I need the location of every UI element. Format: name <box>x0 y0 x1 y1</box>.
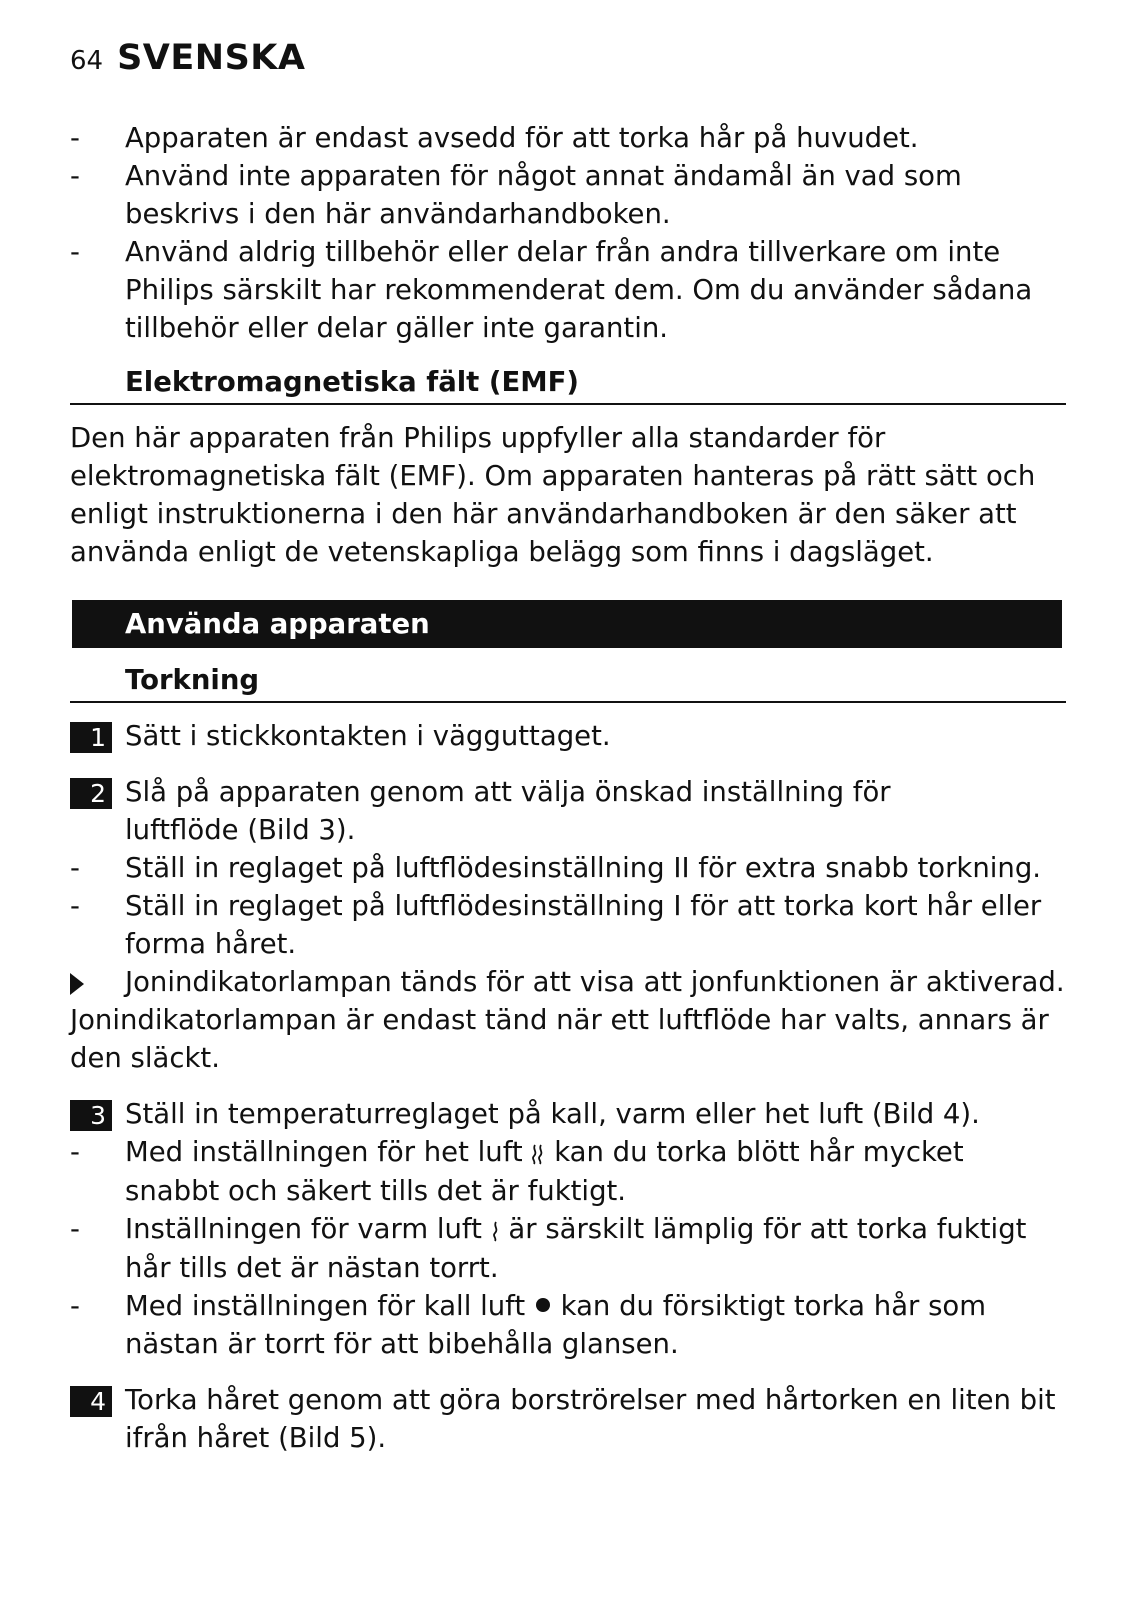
list-item: - Inställningen för varm luft är särskilt lämplig för att torka fuktigt hår tills det är nästan torrt. <box>70 1210 1066 1287</box>
intro-list <box>70 119 1066 347</box>
drying-heading: Torkning <box>70 661 1066 703</box>
list-item: - Använd inte apparaten för något annat ändamål än vad som beskrivs i den här användarhandboken. <box>70 157 1066 233</box>
step-text: Ställ in temperaturreglaget på kall, varm eller het luft (Bild 4). <box>125 1098 980 1130</box>
section-title: Använda apparaten <box>72 600 1062 648</box>
list-item: - Med inställningen för het luft kan du torka blött hår mycket snabbt och säkert tills det är fuktigt. <box>70 1133 1066 1210</box>
step-number-badge: 3 <box>70 1100 112 1131</box>
step-1 <box>70 717 1066 755</box>
result-arrow-icon <box>70 973 84 995</box>
page-header <box>70 38 306 88</box>
list-item: - Apparaten är endast avsedd för att torka hår på huvudet. <box>70 119 1066 157</box>
cool-air-icon <box>536 1298 550 1312</box>
emf-heading: Elektromagnetiska fält (EMF) <box>70 363 1066 405</box>
note-text: Jonindikatorlampan är endast tänd när ett luftflöde har valts, annars är den släckt. <box>70 1004 1049 1074</box>
step-text: Torka håret genom att göra borströrelser med hårtorken en liten bit ifrån håret (Bild 5). <box>125 1384 1056 1454</box>
result-item: Jonindikatorlampan tänds för att visa att jonfunktionen är aktiverad. <box>70 963 1066 1001</box>
dash-bullet: - <box>70 1136 80 1168</box>
drying-section <box>70 661 1066 1457</box>
section-bar <box>70 600 1066 648</box>
step-number-badge: 4 <box>70 1386 112 1417</box>
dash-bullet: - <box>70 1290 80 1322</box>
step-4 <box>70 1381 1066 1457</box>
step-number-badge: 2 <box>70 778 112 809</box>
dash-bullet: - <box>70 236 80 268</box>
list-item: - Ställ in reglaget på luftflödesinställning I för att torka kort hår eller forma håret. <box>70 887 1066 963</box>
emf-body: Den här apparaten från Philips uppfyller alla standarder för elektromagnetiska fält (EMF). Om apparaten hanteras på rätt sätt och enligt instruktionerna i den här användarhandboken är den säker att använda enligt de vetenskapliga belägg som finns i dagsläget. <box>70 422 1036 568</box>
hot-air-icon <box>531 1134 545 1172</box>
list-item: - Ställ in reglaget på luftflödesinställning II för extra snabb torkning. <box>70 849 1066 887</box>
emf-section <box>70 363 1066 571</box>
warm-air-icon <box>491 1211 500 1249</box>
dash-bullet: - <box>70 1213 80 1245</box>
step-3 <box>70 1095 1066 1133</box>
step-text: Slå på apparaten genom att välja önskad inställning för luftflöde (Bild 3). <box>125 776 891 846</box>
dash-bullet: - <box>70 122 80 154</box>
step-number-badge: 1 <box>70 722 112 753</box>
step-2 <box>70 773 1066 849</box>
page-number: 64 <box>70 46 104 76</box>
list-item: - Med inställningen för kall luft kan du försiktigt torka hår som nästan är torrt för att bibehålla glansen. <box>70 1287 1066 1363</box>
dash-bullet: - <box>70 890 80 922</box>
dash-bullet: - <box>70 160 80 192</box>
dash-bullet: - <box>70 852 80 884</box>
step-text: Sätt i stickkontakten i vägguttaget. <box>125 720 611 752</box>
list-item: - Använd aldrig tillbehör eller delar från andra tillverkare om inte Philips särskilt har rekommenderat dem. Om du använder sådana tillbehör eller delar gäller inte garantin. <box>70 233 1066 347</box>
language-title: SVENSKA <box>117 38 306 78</box>
